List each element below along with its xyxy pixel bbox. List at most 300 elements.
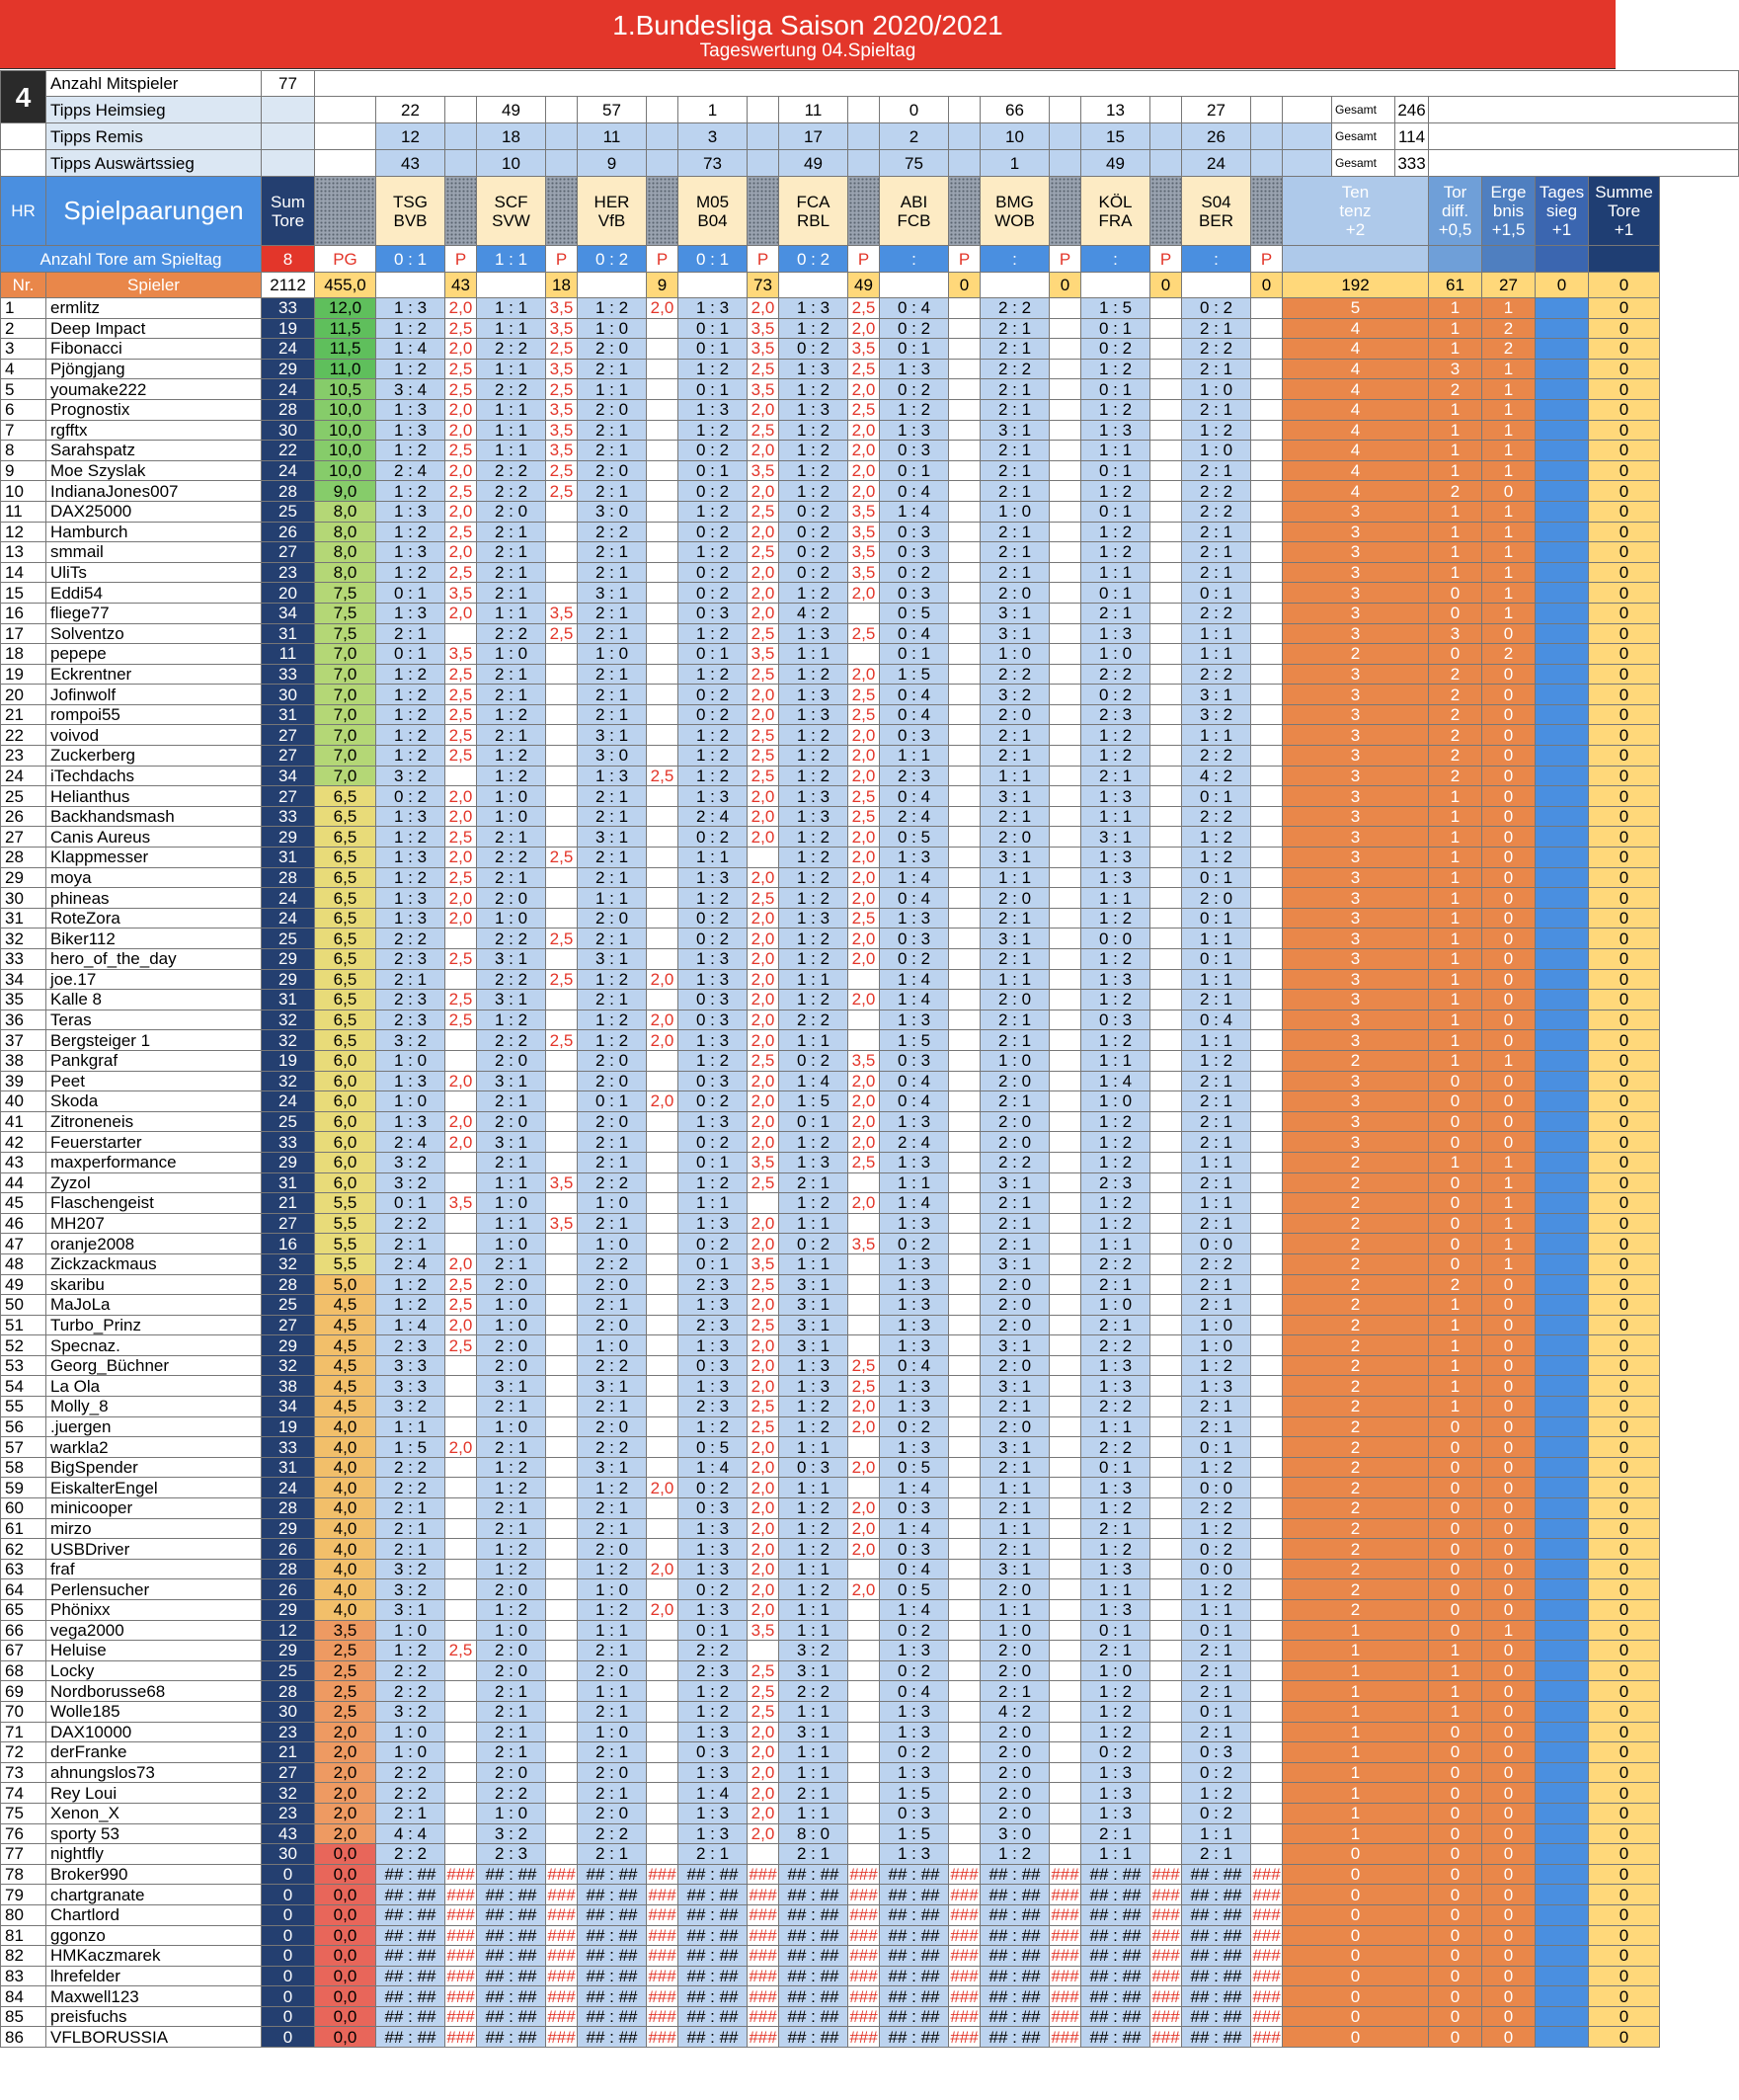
player-name: derFranke [46,1742,262,1763]
player-tip: 1 : 3 [779,786,848,807]
player-tip: 3 : 2 [1182,704,1251,725]
player-tip-points [1150,1050,1182,1071]
player-row [1,1986,1739,2007]
player-tagessieg [1536,318,1589,339]
player-tip: 1 : 3 [880,1701,949,1722]
player-tip-points [949,848,981,868]
player-tip-points: 2,0 [748,1762,779,1783]
player-nr: 72 [1,1742,46,1763]
player-pg: 6,5 [315,848,376,868]
player-tip: 3 : 2 [779,1641,848,1661]
player-name: ermlitz [46,298,262,319]
player-tip-points [647,583,678,604]
player-tip-points: ### [950,1986,979,2006]
player-tip: ## : ## [1081,1986,1150,2007]
player-tip: 0 : 5 [880,1579,949,1600]
player-tip-points: 3,5 [546,441,578,461]
player-tip-points: 2,5 [848,704,880,725]
player-ergebnis: 0 [1482,2027,1536,2048]
player-ergebnis: 0 [1482,1539,1536,1560]
player-tip-points [949,1762,981,1783]
player-tip: 2 : 0 [981,1722,1050,1742]
player-tip-points [647,1579,678,1600]
player-tip-points [647,460,678,481]
player-tip: 1 : 5 [880,664,949,685]
header-sum-tore: Sum Tore [262,177,315,246]
player-tip: 1 : 0 [477,806,546,827]
player-tendenz: 2 [1283,1274,1429,1295]
player-tip-points [1150,786,1182,807]
player-pg: 8,0 [315,522,376,542]
player-name: Fibonacci [46,339,262,360]
player-tip: 2 : 2 [578,1437,647,1458]
player-tip-points [1050,481,1081,502]
player-tip: ## : ## [678,1986,748,2007]
player-tip-points: 2,0 [647,1091,678,1112]
player-row [1,1904,1739,1925]
player-tip: 2 : 4 [880,806,949,827]
empty-cell [748,123,779,150]
player-row [1,1966,1739,1986]
player-nr: 1 [1,298,46,319]
player-tip-points [1251,1641,1283,1661]
label-heimsieg: Tipps Heimsieg [46,97,262,123]
player-tip-points [949,806,981,827]
player-tip-points [848,1660,880,1681]
player-name: Chartlord [46,1904,262,1925]
player-name: Jofinwolf [46,685,262,705]
player-tip: 1 : 0 [477,908,546,929]
player-pg: 8,0 [315,501,376,522]
player-tip-points [647,664,678,685]
player-tip-points [546,1457,578,1478]
player-tagessieg [1536,1904,1589,1925]
player-nr: 22 [1,725,46,746]
player-tip-points [1150,1457,1182,1478]
player-tip-points: 2,0 [748,786,779,807]
player-tore: 29 [262,1641,315,1661]
player-tip-points: 3,5 [848,1050,880,1071]
player-tip: 1 : 1 [1182,644,1251,665]
player-tordiff: 0 [1429,1966,1482,1986]
player-tip: 4 : 4 [376,1823,445,1844]
player-tip-points: 2,0 [748,522,779,542]
player-tip-points [949,1335,981,1356]
player-tip-points [1050,1295,1081,1316]
player-pg: 2,0 [315,1762,376,1783]
player-row [1,298,1739,319]
player-tendenz: 3 [1283,583,1429,604]
player-tore: 0 [262,1925,315,1946]
player-tip-points [1050,1498,1081,1519]
player-tip: 2 : 1 [578,1295,647,1316]
player-tip: 2 : 1 [981,460,1050,481]
player-tip-points: 2,0 [848,867,880,888]
player-tagessieg [1536,1844,1589,1865]
player-tore: 28 [262,1274,315,1295]
player-ergebnis: 1 [1482,1620,1536,1641]
player-ergebnis: 0 [1482,1030,1536,1051]
player-tagessieg [1536,603,1589,623]
player-tip: ## : ## [678,1966,748,1986]
player-tip: 1 : 2 [376,664,445,685]
player-tip-points [647,1518,678,1539]
tipps-count: 11 [779,97,848,123]
player-tip: 2 : 1 [1182,1660,1251,1681]
player-summe-tore: 0 [1589,399,1660,420]
player-tip-points [1050,583,1081,604]
player-tip-points [647,949,678,970]
player-tip-points [647,1376,678,1397]
game-result: : [1182,246,1251,273]
player-tip-points: 2,5 [445,1335,477,1356]
player-summe-tore: 0 [1589,969,1660,990]
player-tip-points [445,1091,477,1112]
player-tip: 3 : 1 [477,949,546,970]
player-ergebnis: 0 [1482,1681,1536,1702]
player-tip: 2 : 2 [477,969,546,990]
player-tip-points [848,1030,880,1051]
player-nr: 68 [1,1660,46,1681]
player-tordiff: 0 [1429,1722,1482,1742]
player-tip: 2 : 2 [477,1030,546,1051]
player-ergebnis: 1 [1482,603,1536,623]
player-name: Flaschengeist [46,1193,262,1214]
player-tip-points [445,1762,477,1783]
player-tip: 2 : 1 [578,1397,647,1417]
player-name: Broker990 [46,1864,262,1885]
player-tip: 0 : 0 [1081,929,1150,949]
player-row [1,623,1739,644]
player-tip: 2 : 1 [779,1783,848,1804]
player-tip: 1 : 2 [1182,1050,1251,1071]
gesamt-value: 333 [1395,150,1429,177]
tipps-count: 57 [578,97,647,123]
player-tip-points [1251,1722,1283,1742]
player-ergebnis: 0 [1482,1295,1536,1316]
player-tip: 1 : 1 [477,603,546,623]
player-tagessieg [1536,1722,1589,1742]
empty-cell [315,97,376,123]
player-tip-points [949,1253,981,1274]
player-tip: 1 : 2 [1081,949,1150,970]
player-tip-points [445,1559,477,1579]
player-tip-points [647,786,678,807]
player-tip-points: 2,5 [748,1397,779,1417]
player-tip: 1 : 2 [678,746,748,767]
player-tip: 2 : 1 [981,746,1050,767]
player-tip: 1 : 1 [477,359,546,379]
header-summe-tore: Summe Tore +1 [1589,177,1660,246]
player-tip-points: ### [849,1946,878,1966]
player-tip: 1 : 1 [779,1559,848,1579]
player-tip: 1 : 1 [779,1620,848,1641]
player-pg: 6,0 [315,1132,376,1153]
player-tendenz: 2 [1283,1295,1429,1316]
player-tip-points: 2,0 [748,1295,779,1316]
player-tip: 1 : 3 [880,1376,949,1397]
player-tip: 1 : 2 [578,1478,647,1498]
player-tagessieg [1536,1172,1589,1193]
player-tip: 1 : 2 [1081,1498,1150,1519]
player-tip: 1 : 3 [880,908,949,929]
player-tip-points: 2,0 [848,481,880,502]
empty-cell [1050,150,1081,177]
pattern-cell [1050,177,1081,246]
player-tip: 1 : 2 [678,1681,748,1702]
player-tip-points [1050,990,1081,1010]
player-ergebnis: 0 [1482,1335,1536,1356]
player-tip-points: 2,5 [647,766,678,786]
player-tip: 1 : 3 [880,1213,949,1234]
player-tip: ## : ## [779,1925,848,1946]
player-tagessieg [1536,460,1589,481]
player-tip: 0 : 3 [880,929,949,949]
player-tip-points [1150,1783,1182,1804]
player-pg: 2,0 [315,1803,376,1823]
player-tip: 1 : 3 [779,399,848,420]
player-tip-points [546,766,578,786]
player-tore: 27 [262,1213,315,1234]
player-nr: 26 [1,806,46,827]
player-tip-points: 2,5 [445,725,477,746]
player-tordiff: 2 [1429,664,1482,685]
player-nr: 56 [1,1416,46,1437]
player-tip-points [546,1437,578,1458]
tipps-count: 43 [376,150,445,177]
player-tip: 1 : 3 [376,848,445,868]
player-nr: 65 [1,1600,46,1621]
player-tendenz: 3 [1283,1111,1429,1132]
player-tip-points [1150,1315,1182,1335]
player-tip-points [1050,522,1081,542]
player-tagessieg [1536,399,1589,420]
player-row [1,1518,1739,1539]
player-tip: 2 : 2 [376,1457,445,1478]
player-summe-tore: 0 [1589,1966,1660,1986]
player-tip-points: 2,0 [748,1803,779,1823]
player-tip: 1 : 1 [1182,929,1251,949]
player-row [1,1234,1739,1254]
player-tip-points [647,867,678,888]
player-nr: 79 [1,1885,46,1905]
player-tip-points: 2,5 [445,1295,477,1316]
player-tip-points [647,1498,678,1519]
player-tip-points [1150,562,1182,583]
player-tip-points [1251,318,1283,339]
player-summe-tore: 0 [1589,542,1660,563]
player-pg: 7,0 [315,725,376,746]
player-name: HMKaczmarek [46,1946,262,1967]
player-tip: 2 : 0 [578,1315,647,1335]
player-tip-points [647,379,678,400]
title-bar [0,0,1616,69]
player-tip-points: 2,0 [445,1132,477,1153]
player-tip: 1 : 2 [1182,848,1251,868]
player-tip-points [1251,806,1283,827]
player-tagessieg [1536,1783,1589,1804]
player-tip-points: ### [648,1905,676,1925]
player-row [1,1681,1739,1702]
player-tip-points [546,1335,578,1356]
player-tip: ## : ## [477,1904,546,1925]
player-nr: 67 [1,1641,46,1661]
player-name: phineas [46,888,262,909]
player-nr: 73 [1,1762,46,1783]
player-tip: 0 : 3 [880,1539,949,1560]
player-name: Maxwell123 [46,1986,262,2007]
player-tip-points: ### [1252,1865,1281,1885]
player-pg: 11,5 [315,318,376,339]
tipps-count: 2 [880,123,949,150]
player-tip-points: 2,0 [445,603,477,623]
player-pg: 4,5 [315,1376,376,1397]
player-tip-points: 2,0 [848,929,880,949]
player-tip-points: 2,5 [546,460,578,481]
player-tip: 2 : 0 [578,339,647,360]
player-tip-points: 2,5 [445,481,477,502]
player-tore: 33 [262,664,315,685]
player-tip: 1 : 5 [880,1030,949,1051]
player-tip-points [1050,949,1081,970]
player-tip-points [1050,623,1081,644]
player-tip-points: 2,5 [748,1315,779,1335]
player-tip: 1 : 2 [779,949,848,970]
player-tip: 2 : 0 [477,1111,546,1132]
player-tip-points: 2,0 [445,339,477,360]
player-summe-tore: 0 [1589,1416,1660,1437]
player-summe-tore: 0 [1589,1213,1660,1234]
player-tip-points [1251,908,1283,929]
player-summe-tore: 0 [1589,1946,1660,1967]
player-tip: 1 : 2 [1081,1539,1150,1560]
player-tip: 1 : 3 [1081,1478,1150,1498]
player-tip-points [1150,1091,1182,1112]
player-tendenz: 1 [1283,1762,1429,1783]
player-tore: 27 [262,725,315,746]
player-tip-points [1150,1641,1182,1661]
player-ergebnis: 1 [1482,1234,1536,1254]
pattern-cell [949,177,981,246]
player-tendenz: 3 [1283,623,1429,644]
player-tip-points [848,1681,880,1702]
player-tip: 2 : 2 [477,1783,546,1804]
player-tip-points [1150,1539,1182,1560]
player-tip-points [848,1478,880,1498]
player-pg: 10,0 [315,399,376,420]
player-name: fliege77 [46,603,262,623]
player-tip-points: ### [648,1966,676,1985]
player-tip: 1 : 2 [779,1518,848,1539]
player-tip: 1 : 1 [1182,1600,1251,1621]
player-name: Peet [46,1071,262,1091]
player-tip: ## : ## [981,1904,1050,1925]
player-tordiff: 0 [1429,1172,1482,1193]
player-name: Teras [46,1010,262,1030]
player-tip-points: 2,0 [445,460,477,481]
player-tip: 3 : 2 [376,1397,445,1417]
player-ergebnis: 0 [1482,1397,1536,1417]
player-tip-points: ### [1252,1905,1281,1925]
player-tip: 2 : 1 [477,1518,546,1539]
player-tip: 2 : 1 [678,1844,748,1865]
empty-cell [1283,97,1332,123]
player-tip: 1 : 1 [880,746,949,767]
player-tip: 1 : 3 [376,420,445,441]
player-ergebnis: 0 [1482,1498,1536,1519]
player-name: DAX10000 [46,1722,262,1742]
player-summe-tore: 0 [1589,1641,1660,1661]
player-pg: 4,0 [315,1600,376,1621]
player-tip: 2 : 0 [981,1071,1050,1091]
player-tordiff: 2 [1429,379,1482,400]
player-tip: 0 : 4 [880,704,949,725]
player-tip: 1 : 2 [1081,359,1150,379]
player-tip: 3 : 2 [376,1701,445,1722]
player-tip-points [1050,1315,1081,1335]
player-tip: 0 : 1 [1182,908,1251,929]
player-tip: 3 : 0 [578,746,647,767]
player-tip: 2 : 1 [578,929,647,949]
player-tip: 1 : 3 [880,1722,949,1742]
player-tip: 2 : 2 [981,359,1050,379]
player-tip: ## : ## [779,1864,848,1885]
player-tip: 2 : 1 [477,1681,546,1702]
player-tip-points [647,1335,678,1356]
player-tip-points [647,1071,678,1091]
player-row [1,1864,1739,1885]
player-row [1,1498,1739,1519]
player-tore: 32 [262,1010,315,1030]
player-row [1,1253,1739,1274]
player-tip: 2 : 1 [1182,1132,1251,1153]
player-tip-points [546,1416,578,1437]
player-tore: 21 [262,1193,315,1214]
player-tip-points [647,1253,678,1274]
player-pg: 2,0 [315,1722,376,1742]
player-nr: 47 [1,1234,46,1254]
player-tip: 1 : 1 [477,399,546,420]
player-name: Molly_8 [46,1397,262,1417]
player-pg: 7,0 [315,664,376,685]
player-tip-points [1050,1844,1081,1865]
player-tip: 1 : 1 [1182,1030,1251,1051]
player-tip-points: ### [1051,2027,1079,2047]
player-tip: ## : ## [779,1946,848,1967]
player-tip-points: ### [1051,1925,1079,1945]
player-tip: 0 : 2 [880,1234,949,1254]
player-tip-points [647,1437,678,1458]
player-tore: 27 [262,746,315,767]
player-tip: 1 : 2 [1081,908,1150,929]
player-tip: 2 : 3 [678,1315,748,1335]
player-tip-points [1251,1213,1283,1234]
player-tip-points: 3,5 [546,399,578,420]
player-tagessieg [1536,1376,1589,1397]
player-tip: 1 : 1 [1081,1416,1150,1437]
player-tip: 1 : 3 [880,1315,949,1335]
player-summe-tore: 0 [1589,522,1660,542]
player-tip-points [949,1681,981,1702]
player-name: USBDriver [46,1539,262,1560]
player-tagessieg [1536,1091,1589,1112]
player-nr: 24 [1,766,46,786]
player-tip-points [848,1559,880,1579]
label-p: P [949,246,981,273]
player-tendenz: 3 [1283,786,1429,807]
player-tip: 1 : 2 [678,664,748,685]
player-tip-points [647,1620,678,1641]
